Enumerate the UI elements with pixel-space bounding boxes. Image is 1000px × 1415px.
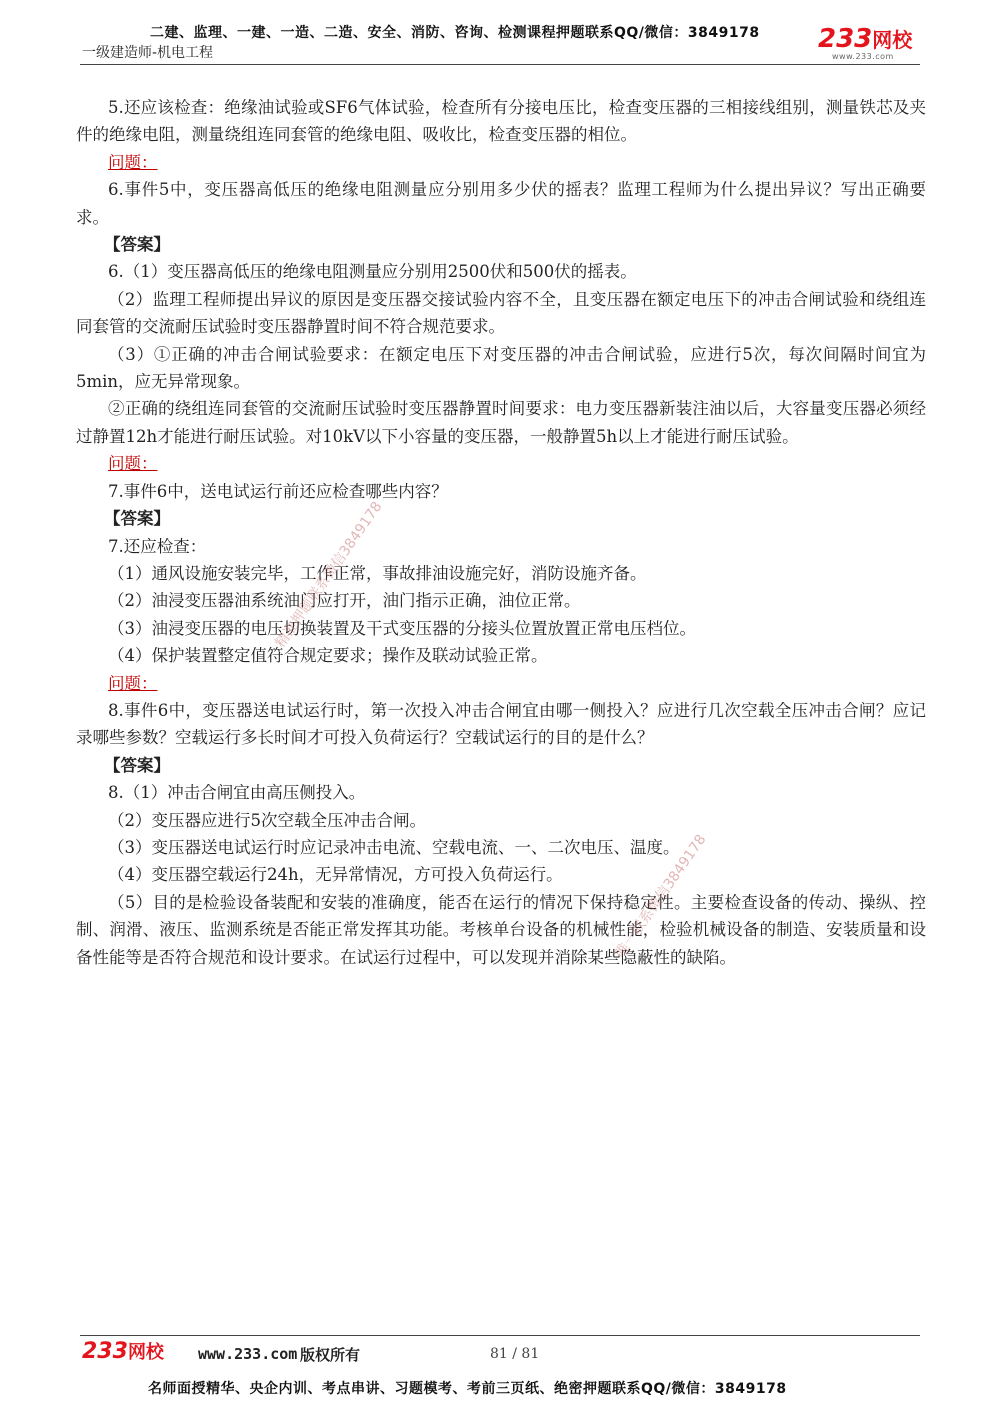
body-paragraph: （4）变压器空载运行24h，无异常情况，方可投入负荷运行。 bbox=[108, 865, 563, 885]
body-paragraph: （3）①正确的冲击合闸试验要求：在额定电压下对变压器的冲击合闸试验，应进行5次，每次间隔时间宜为5min，应无异常现象。 bbox=[76, 344, 926, 392]
watermark: 精准押题联系微信3849178 bbox=[272, 498, 386, 651]
body-paragraph: 7.还应检查： bbox=[108, 536, 207, 556]
page-number: 81 / 81 bbox=[490, 1346, 540, 1362]
body-paragraph: （1）通风设施安装完毕，工作正常，事故排油设施完好，消防设施齐备。 bbox=[108, 563, 647, 583]
bottom-contact-banner: 名师面授精华、央企内训、考点串讲、习题模考、考前三页纸、绝密押题联系QQ/微信：3849178 bbox=[148, 1381, 787, 1397]
document-body bbox=[76, 94, 926, 971]
watermark: 唯一联系微信3849178 bbox=[612, 831, 710, 961]
body-paragraph: （2）变压器应进行5次空载全压冲击合闸。 bbox=[108, 810, 426, 830]
question-label-text: 问题： bbox=[108, 673, 158, 693]
body-paragraph: 6.（1）变压器高低压的绝缘电阻测量应分别用2500伏和500伏的摇表。 bbox=[108, 262, 637, 282]
footer-copyright: 版权所有 bbox=[300, 1346, 361, 1364]
question-label bbox=[76, 670, 926, 697]
logo-text: 网校 bbox=[127, 1342, 164, 1363]
body-paragraph: （2）监理工程师提出异议的原因是变压器交接试验内容不全，且变压器在额定电压下的冲击合闸试验和绕组连同套管的交流耐压试验时变压器静置时间不符合规范要求。 bbox=[76, 289, 926, 337]
body-paragraph: （4）保护装置整定值符合规定要求；操作及联动试验正常。 bbox=[108, 646, 548, 666]
body-paragraph: 7.事件6中，送电试运行前还应检查哪些内容？ bbox=[108, 481, 448, 501]
footer-logo[interactable] bbox=[82, 1340, 164, 1365]
body-paragraph: 8.事件6中，变压器送电试运行时，第一次投入冲击合闸宜由哪一侧投入？应进行几次空载全压冲击合闸？应记录哪些参数？空载运行多长时间才可投入负荷运行？空载试运行的目的是什么？ bbox=[76, 700, 926, 748]
body-paragraph: （3）油浸变压器的电压切换装置及干式变压器的分接头位置放置正常电压档位。 bbox=[108, 618, 696, 638]
question-label-text: 问题： bbox=[108, 454, 158, 474]
footer-site-link[interactable]: www.233.com bbox=[198, 1345, 298, 1363]
footer-divider bbox=[80, 1335, 920, 1336]
body-paragraph: 8.（1）冲击合闸宜由高压侧投入。 bbox=[108, 783, 366, 803]
answer-heading: 【答案】 bbox=[104, 509, 170, 529]
logo-number: 233 bbox=[818, 24, 873, 54]
answer-heading: 【答案】 bbox=[104, 755, 170, 775]
question-label-text: 问题： bbox=[108, 152, 158, 172]
question-label bbox=[76, 149, 926, 176]
body-paragraph: ②正确的绕组连同套管的交流耐压试验时变压器静置时间要求：电力变压器新装注油以后，大容量变压器必须经过静置12h才能进行耐压试验。对10kV以下小容量的变压器，一般静置5h以上才能进行耐压试验。 bbox=[76, 399, 926, 446]
top-contact-banner: 二建、监理、一建、一造、二造、安全、消防、咨询、检测课程押题联系QQ/微信：3849178 bbox=[150, 25, 760, 41]
answer-heading: 【答案】 bbox=[104, 235, 170, 255]
question-label bbox=[76, 450, 926, 477]
document-subject: 一级建造师-机电工程 bbox=[82, 45, 214, 61]
logo-text: 网校 bbox=[872, 28, 913, 52]
logo-url: www.233.com bbox=[832, 52, 894, 61]
body-paragraph: 5.还应该检查：绝缘油试验或SF6气体试验，检查所有分接电压比，检查变压器的三相接线组别，测量铁芯及夹件的绝缘电阻，测量绕组连同套管的绝缘电阻、吸收比，检查变压器的相位。 bbox=[76, 98, 926, 145]
body-paragraph: （2）油浸变压器油系统油门应打开，油门指示正确，油位正常。 bbox=[108, 591, 581, 611]
body-paragraph: 6.事件5中，变压器高低压的绝缘电阻测量应分别用多少伏的摇表？监理工程师为什么提出异议？写出正确要求。 bbox=[76, 180, 926, 227]
site-logo[interactable] bbox=[818, 26, 923, 66]
body-paragraph: （3）变压器送电试运行时应记录冲击电流、空载电流、一、二次电压、温度。 bbox=[108, 837, 680, 857]
logo-number: 233 bbox=[82, 1339, 128, 1364]
body-paragraph: （5）目的是检验设备装配和安装的准确度，能否在运行的情况下保持稳定性。主要检查设备的传动、操纵、控制、润滑、液压、监测系统是否能正常发挥其功能。考核单台设备的机械性能，检验机械设备的制造、安装质量和设备性能等是否符合规范和设计要求。在试运行过程中，可以发现并消除某些隐蔽性的缺陷。 bbox=[76, 892, 926, 967]
header-divider bbox=[80, 64, 920, 65]
